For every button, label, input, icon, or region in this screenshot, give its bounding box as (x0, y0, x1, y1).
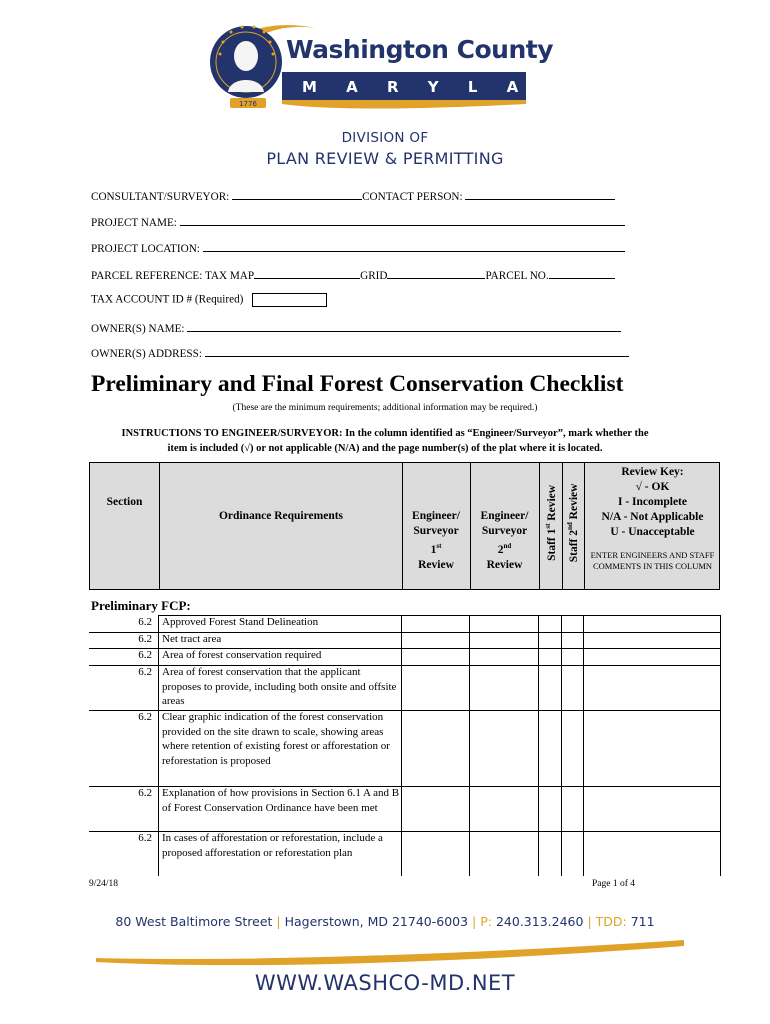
engineer-first-review-cell[interactable] (401, 648, 469, 665)
instructions-line-2: item is included (√) or not applicable (N/A) and the page number(s) of the plat where it is located. (167, 443, 603, 454)
engineer-second-review-cell[interactable] (469, 710, 538, 786)
engineer-first-review-cell[interactable] (401, 786, 469, 831)
staff-second-review-cell[interactable] (561, 648, 583, 665)
engineer-second-review-cell[interactable] (469, 615, 538, 632)
table-row (89, 786, 720, 831)
footer-swoosh (96, 936, 684, 970)
table-row (89, 648, 720, 665)
logo-state: M A R Y L A N D (302, 78, 614, 96)
row-section: 6.2 (138, 616, 152, 628)
table-row (89, 632, 720, 648)
tdd-label: TDD: (595, 914, 627, 929)
row-requirement: Explanation of how provisions in Section 6.1 A and B of Forest Conservation Ordinance have been met (162, 787, 400, 814)
engineer-second-review-cell[interactable] (469, 632, 538, 648)
row-requirement: Clear graphic indication of the forest conservation provided on the site drawn to scale, showing areas where retention of existing forest or afforestation or reforestation is proposed (162, 711, 390, 767)
website-link[interactable]: WWW.WASHCO-MD.NET (254, 971, 516, 995)
city-address: Hagerstown, MD 21740-6003 (284, 914, 469, 929)
review-key: Review Key: √ - OK I - Incomplete N/A - Not Applicable U - Unacceptable ENTER ENGINEERS AND STAFF COMMENTS IN THIS COLUMN (585, 465, 720, 572)
phone-number: 240.313.2460 (495, 914, 584, 929)
engineer-first-review-cell[interactable] (401, 632, 469, 648)
comments-cell[interactable] (583, 665, 720, 710)
table-row (89, 665, 720, 710)
staff-first-review-cell[interactable] (538, 648, 561, 665)
staff-first-review-cell[interactable] (538, 665, 561, 710)
owner-name-label: OWNER(S) NAME: (91, 323, 185, 335)
row-section: 6.2 (138, 711, 152, 723)
logo-title: Washington County (286, 35, 553, 64)
division-subheading: PLAN REVIEW & PERMITTING (266, 149, 504, 168)
staff-second-review-cell[interactable] (561, 632, 583, 648)
engineer-first-review-cell[interactable] (401, 665, 469, 710)
parcel-no-field[interactable] (549, 267, 615, 279)
street-address: 80 West Baltimore Street (115, 914, 273, 929)
parcel-ref-label: PARCEL REFERENCE: TAX MAP (91, 270, 255, 282)
comments-cell[interactable] (583, 786, 720, 831)
checklist-title: Preliminary and Final Forest Conservation Checklist (91, 371, 624, 397)
row-requirement: Approved Forest Stand Delineation (162, 616, 319, 628)
comments-cell[interactable] (583, 632, 720, 648)
comments-cell[interactable] (583, 648, 720, 665)
tax-account-field[interactable] (252, 293, 327, 307)
row-requirement: Area of forest conservation required (162, 649, 322, 661)
project-location-row (91, 240, 625, 256)
owner-address-field[interactable] (205, 345, 629, 357)
row-section: 6.2 (138, 633, 152, 645)
row-section: 6.2 (138, 666, 152, 678)
requirements-header: Ordinance Requirements (218, 510, 344, 522)
project-location-label: PROJECT LOCATION: (91, 243, 200, 255)
staff-second-review-cell[interactable] (561, 710, 583, 786)
tdd-number: 711 (630, 914, 655, 929)
engineer-second-review-cell[interactable] (469, 665, 538, 710)
instructions-line-1: INSTRUCTIONS TO ENGINEER/SURVEYOR: In the column identified as “Engineer/Surveyor”, mark whether the (121, 428, 649, 439)
row-section: 6.2 (138, 832, 152, 844)
tax-account-label: TAX ACCOUNT ID # (Required) (91, 293, 244, 306)
engineer-first-review-cell[interactable] (401, 710, 469, 786)
engineer-second-review-header: Engineer/ Surveyor 2nd Review (480, 510, 529, 571)
comments-cell[interactable] (583, 710, 720, 786)
staff-first-review-cell[interactable] (538, 831, 561, 876)
table-header (89, 462, 720, 590)
project-name-label: PROJECT NAME: (91, 217, 177, 229)
engineer-second-review-cell[interactable] (469, 648, 538, 665)
engineer-first-review-cell[interactable] (401, 831, 469, 876)
phone-label: P: (480, 914, 492, 929)
requirements-note: (These are the minimum requirements; additional information may be required.) (232, 403, 538, 413)
revision-date: 9/24/18 (89, 879, 119, 889)
consultant-label: CONSULTANT/SURVEYOR: (91, 191, 230, 203)
contact-field[interactable] (465, 188, 615, 200)
row-requirement: Area of forest conservation that the applicant proposes to provide, including both onsite and offsite areas (162, 666, 397, 708)
owner-name-row (91, 320, 621, 336)
owner-name-field[interactable] (187, 320, 621, 332)
engineer-second-review-cell[interactable] (469, 831, 538, 876)
tax-account-row (91, 293, 327, 307)
staff-first-review-cell[interactable] (538, 632, 561, 648)
row-requirement: In cases of afforestation or reforestation, include a proposed afforestation or reforestation plan (162, 832, 383, 859)
engineer-second-review-cell[interactable] (469, 786, 538, 831)
comments-cell[interactable] (583, 831, 720, 876)
table-row (89, 831, 720, 876)
project-location-field[interactable] (203, 240, 625, 252)
engineer-first-review-cell[interactable] (401, 615, 469, 632)
parcel-row (91, 267, 615, 283)
division-heading: DIVISION OF (341, 130, 429, 146)
row-section: 6.2 (138, 649, 152, 661)
staff-first-review-cell[interactable] (538, 786, 561, 831)
project-name-field[interactable] (180, 214, 625, 226)
staff-second-review-cell[interactable] (561, 665, 583, 710)
engineer-first-review-header: Engineer/ Surveyor 1st Review (412, 510, 460, 571)
staff-second-review-cell[interactable] (561, 786, 583, 831)
preliminary-fcp-label: Preliminary FCP: (91, 598, 191, 613)
grid-label: GRID (360, 270, 388, 282)
comments-note: ENTER ENGINEERS AND STAFF COMMENTS IN THIS COLUMN (590, 550, 715, 571)
owner-address-label: OWNER(S) ADDRESS: (91, 348, 202, 360)
table-row (89, 710, 720, 786)
contact-label: CONTACT PERSON: (362, 191, 463, 203)
tax-map-field[interactable] (254, 267, 360, 279)
consultant-row (91, 188, 615, 204)
grid-field[interactable] (387, 267, 485, 279)
staff-second-review-cell[interactable] (561, 831, 583, 876)
consultant-field[interactable] (232, 188, 362, 200)
instructions (60, 426, 710, 456)
page-number: Page 1 of 4 (592, 879, 636, 889)
staff-second-review-header: Staff 2nd Review (566, 483, 580, 563)
comments-cell[interactable] (583, 615, 720, 632)
staff-first-review-cell[interactable] (538, 615, 561, 632)
staff-first-review-header: Staff 1st Review (544, 484, 558, 561)
county-logo (206, 14, 614, 120)
parcel-no-label: PARCEL NO. (485, 270, 549, 282)
table-row (89, 615, 720, 632)
row-section: 6.2 (138, 787, 152, 799)
contact-address: 80 West Baltimore Street | Hagerstown, MD 21740-6003 | P: 240.313.2460 | TDD: 711 (115, 914, 655, 929)
owner-address-row (91, 345, 629, 361)
staff-second-review-cell[interactable] (561, 615, 583, 632)
row-requirement: Net tract area (162, 633, 222, 645)
section-header: Section (106, 496, 143, 508)
staff-first-review-cell[interactable] (538, 710, 561, 786)
project-name-row (91, 214, 625, 230)
logo-year: 1776 (239, 100, 257, 108)
